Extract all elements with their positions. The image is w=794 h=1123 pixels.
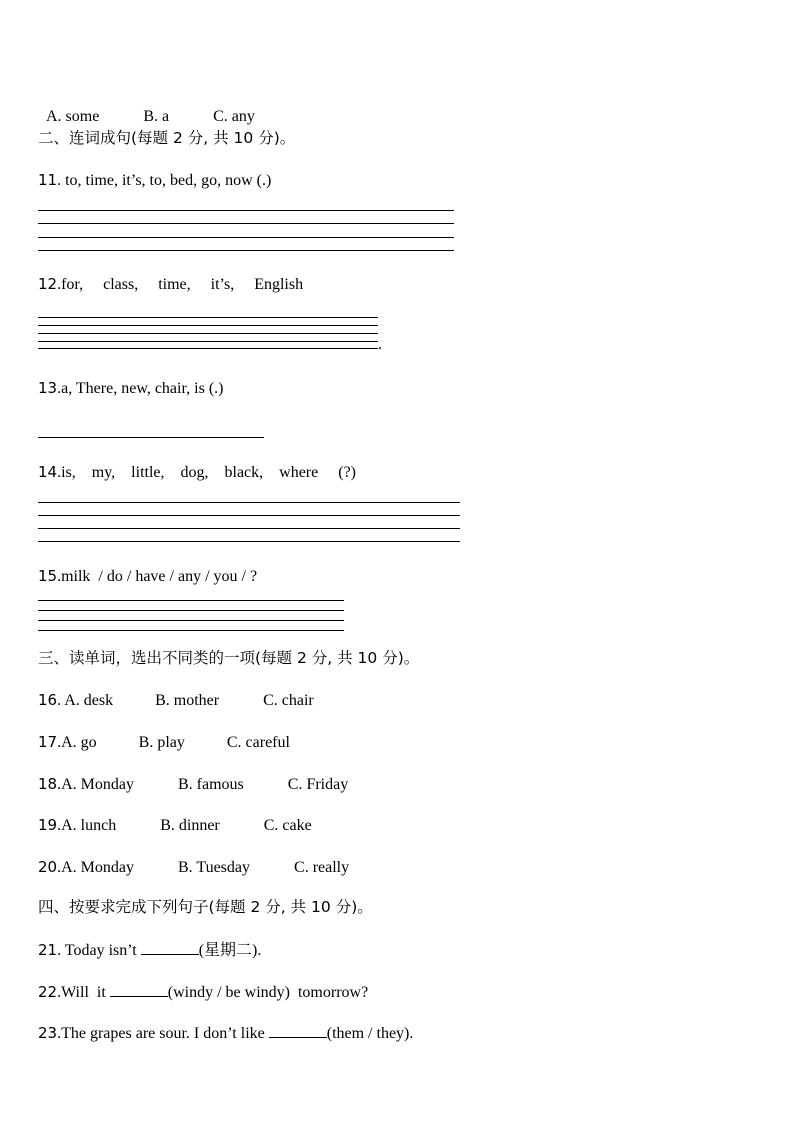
section-2-title: 二、连词成句(每题 2 分, 共 10 分)。 [38,129,296,147]
q12-prompt [38,274,303,295]
q14-answer-line[interactable] [38,528,460,529]
q14-prompt [38,462,356,483]
q23-blank[interactable] [269,1023,327,1038]
q15-answer-line[interactable] [38,620,344,621]
section-3-title: 三、读单词，选出不同类的一项(每题 2 分, 共 10 分)。 [38,649,420,667]
q23-sentence [38,1023,413,1044]
q17-row [38,732,290,753]
q19-row [38,815,312,836]
q20-option-c: C. really [294,859,350,876]
q12-answer-line[interactable] [38,317,378,318]
q22-number: 22 [38,983,58,1001]
q12-answer-line[interactable] [38,333,378,334]
q17-option-c: C. careful [226,734,290,751]
q13-answer-line[interactable] [38,437,264,438]
q10-option-b: B. a [143,108,170,125]
q21-text-after: (星期二). [198,942,262,959]
q22-blank[interactable] [110,982,168,997]
q16-option-c: C. chair [263,692,314,709]
q15-answer-line[interactable] [38,610,344,611]
q12-answer-line[interactable] [38,348,378,349]
q22-sentence [38,982,368,1003]
section-4-title: 四、按要求完成下列句子(每题 2 分, 共 10 分)。 [38,898,373,916]
q14-answer-line[interactable] [38,502,460,503]
q20-option-a: .A. Monday [57,859,134,876]
q21-text-before: . Today isn’t [57,942,141,959]
q11-prompt [38,170,271,191]
q10-option-a: A. some [46,108,100,125]
q20-number: 20 [38,858,58,876]
q16-row [38,690,314,711]
q23-number: 23 [38,1024,58,1042]
q16-number: 16 [38,691,58,709]
q12-number: 12 [38,275,58,293]
q11-number: 11 [38,171,58,189]
q14-words: .is, my, little, dog, black, where (?) [57,464,356,481]
q15-answer-line[interactable] [38,630,344,631]
q12-answer-line[interactable] [38,341,378,342]
q18-option-b: B. famous [177,776,244,793]
q10-option-c: C. any [213,108,255,125]
q14-answer-line[interactable] [38,541,460,542]
q16-option-b: B. mother [155,692,220,709]
q19-option-c: C. cake [263,817,312,834]
q18-option-a: .A. Monday [57,776,134,793]
q15-number: 15 [38,567,58,585]
q16-option-a: . A. desk [57,692,114,709]
q18-number: 18 [38,775,58,793]
q21-number: 21 [38,941,58,959]
q20-row [38,857,349,878]
q12-words: .for, class, time, it’s, English [57,276,304,293]
q17-option-a: .A. go [57,734,97,751]
q20-option-b: B. Tuesday [177,859,251,876]
q19-option-a: .A. lunch [57,817,117,834]
q18-row [38,774,348,795]
q19-number: 19 [38,816,58,834]
q18-option-c: C. Friday [287,776,349,793]
q13-words: .a, There, new, chair, is (.) [57,380,224,397]
q11-answer-line[interactable] [38,210,454,211]
q21-blank[interactable] [141,940,199,955]
q17-number: 17 [38,733,58,751]
q13-number: 13 [38,379,58,397]
q15-answer-line[interactable] [38,600,344,601]
q11-words: . to, time, it’s, to, bed, go, now (.) [57,172,272,189]
q23-text-before: .The grapes are sour. I don’t like [57,1025,269,1042]
q22-text-before: .Will it [57,984,110,1001]
q23-text-after: (them / they). [326,1025,414,1042]
q14-number: 14 [38,463,58,481]
q15-words: .milk / do / have / any / you / ? [57,568,258,585]
q13-prompt [38,378,224,399]
q14-answer-line[interactable] [38,515,460,516]
q11-answer-line[interactable] [38,250,454,251]
q11-answer-line[interactable] [38,223,454,224]
q19-option-b: B. dinner [160,817,220,834]
q15-prompt [38,566,257,587]
q21-sentence [38,940,261,961]
q17-option-b: B. play [138,734,185,751]
q11-answer-line[interactable] [38,237,454,238]
q22-text-after: (windy / be windy) tomorrow? [167,984,369,1001]
q10-options [38,87,255,127]
q12-answer-line[interactable] [38,325,378,326]
q12-end-period: . [378,336,382,353]
